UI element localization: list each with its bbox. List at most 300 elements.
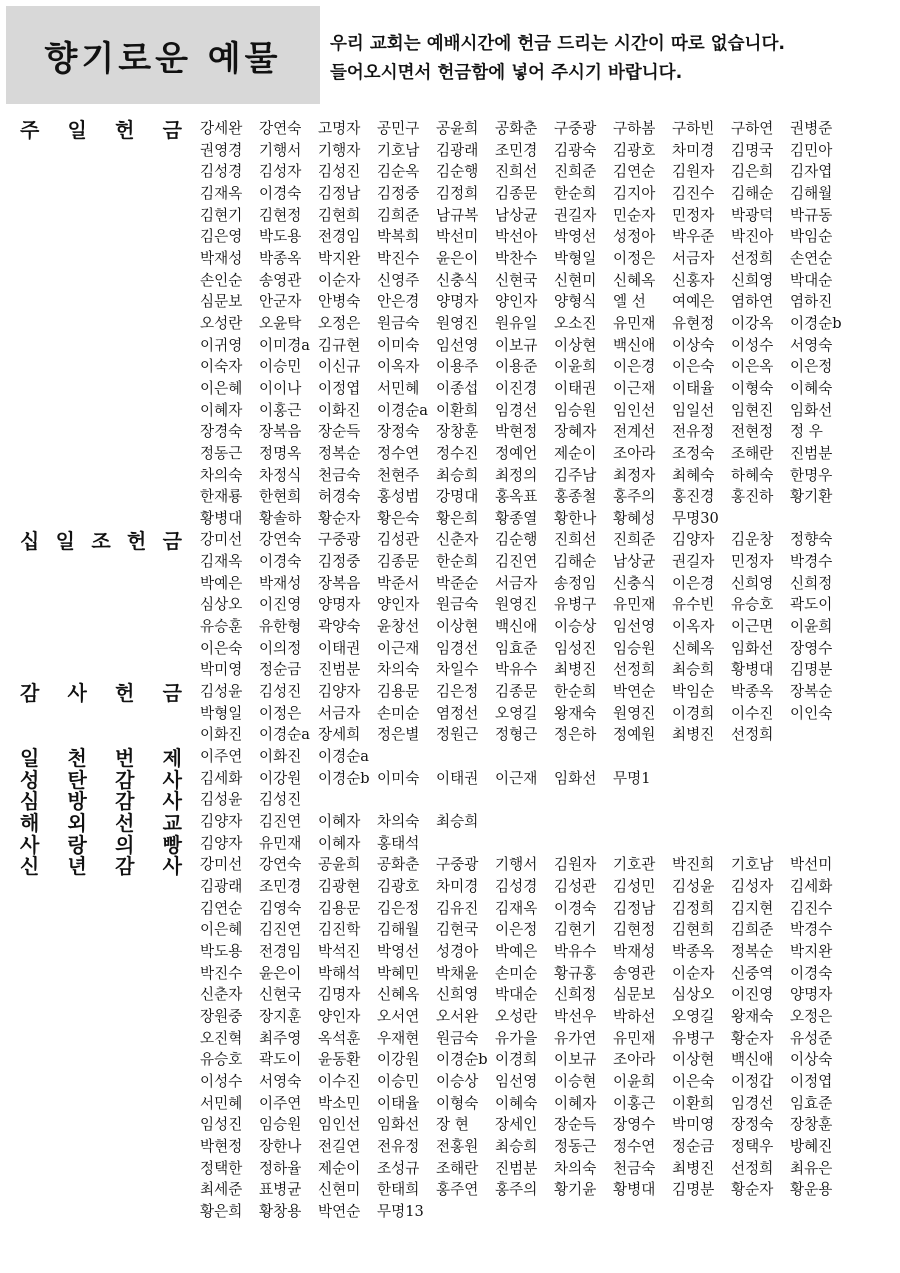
donor-name: 전홍원 [436, 1137, 479, 1155]
donor-name: 이환희 [672, 1094, 715, 1112]
donor-name: 양명자 [790, 986, 833, 1004]
donor-name: 김자엽 [790, 163, 833, 181]
donor-name: 김종문 [495, 683, 538, 701]
donor-name: 장경숙 [200, 423, 243, 441]
donor-name: 김성진 [259, 683, 302, 701]
donor-name: 박석진 [318, 942, 361, 960]
donor-name: 전현정 [731, 423, 774, 441]
donor-name: 오성란 [495, 1007, 538, 1025]
donor-name: 김지아 [613, 184, 656, 202]
donor-name-list [200, 768, 860, 790]
donor-name: 이혜자 [200, 401, 243, 419]
donor-name: 차의숙 [377, 661, 420, 679]
donor-name: 유가연 [554, 1029, 597, 1047]
donor-name: 이정은 [259, 704, 302, 722]
donor-name: 이진경 [495, 379, 538, 397]
donor-name: 김주남 [554, 466, 597, 484]
donor-name: 구중광 [436, 856, 479, 874]
donor-name: 차의숙 [377, 813, 420, 830]
donor-name: 왕재숙 [731, 1007, 774, 1025]
donor-name: 고명자 [318, 120, 361, 137]
donor-name: 홍성범 [377, 488, 420, 506]
donor-name: 박혜민 [377, 964, 420, 982]
donor-name: 김진연 [495, 553, 538, 571]
donor-name: 이혜숙 [495, 1094, 538, 1112]
donor-name: 김규현 [318, 336, 361, 354]
donor-name: 제순이 [318, 1159, 361, 1177]
donor-name: 이미숙 [377, 336, 420, 354]
donor-name: 김광현 [318, 877, 361, 895]
donor-name: 이강원 [259, 769, 302, 787]
donor-name: 이귀영 [200, 336, 243, 354]
donor-name: 김명국 [731, 141, 774, 159]
donor-name: 공화춘 [495, 120, 538, 137]
donor-name: 서민혜 [200, 1094, 243, 1112]
donor-name: 임승원 [259, 1116, 302, 1134]
donor-name: 서민혜 [377, 379, 420, 397]
donor-name: 김순행 [436, 163, 479, 181]
donor-name: 박임순 [672, 683, 715, 701]
donor-name: 신현미 [554, 271, 597, 289]
donor-name: 이보규 [495, 336, 538, 354]
donor-name: 양형식 [554, 293, 597, 311]
donor-name: 이윤희 [613, 1072, 656, 1090]
page-header [0, 0, 900, 106]
donor-name: 이경순a [259, 726, 310, 744]
donor-name: 서금자 [495, 574, 538, 592]
donor-name: 김재옥 [200, 553, 243, 571]
donor-name: 정하율 [259, 1159, 302, 1177]
donor-name: 진범분 [790, 444, 833, 462]
donor-name: 박준서 [377, 574, 420, 592]
donor-name: 정예원 [613, 726, 656, 744]
donor-name: 이미숙 [377, 769, 420, 787]
donor-name: 박하선 [613, 1007, 656, 1025]
donor-name: 안은경 [377, 293, 420, 311]
offering-section [0, 854, 900, 1222]
donor-name: 이경순a [318, 748, 369, 766]
donor-name: 임화선 [554, 769, 597, 787]
donor-name: 황혜성 [613, 509, 656, 527]
donor-name: 이주연 [200, 748, 243, 766]
donor-name-list [200, 681, 860, 746]
donor-name: 김광래 [436, 141, 479, 159]
donor-name: 김지현 [731, 899, 774, 917]
donor-name: 김성민 [613, 877, 656, 895]
donor-name: 성정아 [613, 228, 656, 246]
notice-line-2: 들어오시면서 헌금함에 넣어 주시기 바랍니다. [330, 63, 683, 83]
donor-name: 신혜옥 [672, 639, 715, 657]
donor-name: 정은하 [554, 726, 597, 744]
donor-name: 유한형 [259, 618, 302, 636]
donor-name: 김양자 [200, 813, 243, 830]
donor-name: 김연순 [200, 899, 243, 917]
donor-name: 강연숙 [259, 531, 302, 549]
donor-name: 한명우 [790, 466, 833, 484]
donor-name: 이근재 [495, 769, 538, 787]
donor-name: 김은영 [200, 228, 243, 246]
donor-name: 기호남 [731, 856, 774, 874]
donor-name: 이화진 [259, 748, 302, 766]
donor-name: 강연숙 [259, 856, 302, 874]
donor-name: 최병진 [672, 1159, 715, 1177]
donor-name: 김현정 [613, 921, 656, 939]
donor-name: 김희준 [731, 921, 774, 939]
donor-name: 천금숙 [613, 1159, 656, 1177]
donor-name: 천현주 [377, 466, 420, 484]
donor-name: 박임순 [790, 228, 833, 246]
donor-name: 박종옥 [731, 683, 774, 701]
donor-name: 신혜옥 [613, 271, 656, 289]
donor-name: 임선영 [436, 336, 479, 354]
donor-name: 김성경 [200, 163, 243, 181]
donor-name: 김영숙 [259, 899, 302, 917]
donor-name: 최병진 [672, 726, 715, 744]
donor-name: 차정식 [259, 466, 302, 484]
donor-name: 신희영 [731, 271, 774, 289]
donor-name: 이상숙 [672, 336, 715, 354]
donor-name: 장창훈 [436, 423, 479, 441]
donor-name: 이옥자 [672, 618, 715, 636]
section-label: 사 랑 의 빵 [20, 832, 182, 857]
donor-name: 전유정 [672, 423, 715, 441]
donor-name: 정형근 [495, 726, 538, 744]
donor-name: 김해월 [377, 921, 420, 939]
donor-name: 민정자 [672, 206, 715, 224]
donor-name: 김재옥 [495, 899, 538, 917]
donor-name: 최주영 [259, 1029, 302, 1047]
donor-name: 이경숙 [259, 184, 302, 202]
offering-section [0, 789, 900, 814]
donor-name: 정수진 [436, 444, 479, 462]
donor-name: 박형일 [200, 704, 243, 722]
donor-name: 김원자 [554, 856, 597, 874]
donor-name: 박유수 [554, 942, 597, 960]
donor-name: 박우준 [672, 228, 715, 246]
donor-name: 오정은 [318, 314, 361, 332]
donor-name: 전경임 [259, 942, 302, 960]
donor-name: 박영선 [554, 228, 597, 246]
donor-name: 곽도이 [790, 596, 833, 614]
donor-name: 이정은 [613, 249, 656, 267]
donor-name: 기행서 [495, 856, 538, 874]
donor-name: 유가을 [495, 1029, 538, 1047]
donor-name: 박광덕 [731, 206, 774, 224]
donor-name: 윤창선 [377, 618, 420, 636]
donor-name: 최승희 [436, 813, 479, 830]
donor-name: 서영숙 [259, 1072, 302, 1090]
donor-name: 선정희 [613, 661, 656, 679]
donor-name: 이근재 [613, 379, 656, 397]
donor-name: 정예언 [495, 444, 538, 462]
donor-name: 김명자 [318, 986, 361, 1004]
donor-name: 안군자 [259, 293, 302, 311]
donor-name: 염하연 [731, 293, 774, 311]
donor-name: 황병대 [731, 661, 774, 679]
donor-name: 장정숙 [377, 423, 420, 441]
donor-name: 박진아 [731, 228, 774, 246]
donor-name: 박소민 [318, 1094, 361, 1112]
donor-name: 황병대 [200, 509, 243, 527]
donor-name: 이인숙 [790, 704, 833, 722]
donor-name: 신중역 [731, 964, 774, 982]
donor-name: 강연숙 [259, 120, 302, 137]
donor-name: 장영수 [613, 1116, 656, 1134]
donor-name: 기호관 [613, 856, 656, 874]
donor-name: 조민경 [495, 141, 538, 159]
donor-name: 김운창 [731, 531, 774, 549]
donor-name: 최승희 [672, 661, 715, 679]
section-label: 성 탄 감 사 [20, 767, 182, 792]
donor-name: 이은혜 [200, 379, 243, 397]
donor-name: 유승호 [200, 1051, 243, 1069]
donor-name: 기행자 [318, 141, 361, 159]
donor-name: 정수연 [377, 444, 420, 462]
donor-name: 황순자 [318, 509, 361, 527]
donor-name: 남상균 [613, 553, 656, 571]
donor-name: 원금숙 [436, 1029, 479, 1047]
donor-name: 이경희 [672, 704, 715, 722]
donor-name: 이정갑 [731, 1072, 774, 1090]
donor-name: 장순득 [318, 423, 361, 441]
donor-name: 정향숙 [790, 531, 833, 549]
donor-name: 왕재숙 [554, 704, 597, 722]
donor-name: 서금자 [318, 704, 361, 722]
donor-name: 황규홍 [554, 964, 597, 982]
donor-name-list [200, 746, 860, 768]
donor-name: 원금숙 [436, 596, 479, 614]
donor-name: 신현미 [318, 1181, 361, 1199]
donor-name: 장정숙 [731, 1116, 774, 1134]
donor-name: 이홍근 [613, 1094, 656, 1112]
donor-name: 이은숙 [200, 639, 243, 657]
donor-name: 김성자 [259, 163, 302, 181]
donor-name: 임승원 [554, 401, 597, 419]
donor-name: 이은경 [672, 574, 715, 592]
donor-name: 정명옥 [259, 444, 302, 462]
donor-name: 이용준 [495, 358, 538, 376]
donor-name: 박도용 [259, 228, 302, 246]
donor-name: 박규동 [790, 206, 833, 224]
donor-name: 송정임 [554, 574, 597, 592]
donor-name-list [200, 789, 860, 811]
donor-name: 이주연 [259, 1094, 302, 1112]
donor-name: 장영수 [790, 639, 833, 657]
donor-name: 백신애 [731, 1051, 774, 1069]
title-banner [6, 6, 320, 104]
donor-name: 이상현 [554, 336, 597, 354]
donor-name: 김정중 [318, 553, 361, 571]
donor-name: 윤동환 [318, 1051, 361, 1069]
donor-name: 이상현 [436, 618, 479, 636]
donor-name: 차의숙 [200, 466, 243, 484]
offering-section [0, 681, 900, 746]
donor-name-list [200, 118, 860, 529]
donor-name: 장지훈 [259, 1007, 302, 1025]
donor-name: 신희영 [731, 574, 774, 592]
donor-name: 신춘자 [200, 986, 243, 1004]
donor-name: 박선우 [554, 1007, 597, 1025]
donor-name: 윤은이 [259, 964, 302, 982]
donor-name: 김종문 [377, 553, 420, 571]
donor-name: 백신애 [613, 336, 656, 354]
donor-name: 김양자 [318, 683, 361, 701]
donor-name: 민정자 [731, 553, 774, 571]
donor-name: 한순희 [554, 184, 597, 202]
donor-name: 표병균 [259, 1181, 302, 1199]
donor-name: 정순금 [259, 661, 302, 679]
donor-name: 김세화 [200, 769, 243, 787]
donor-name: 김성윤 [672, 877, 715, 895]
donor-name: 유민재 [613, 314, 656, 332]
donor-name: 김정중 [377, 184, 420, 202]
donor-name: 김순행 [495, 531, 538, 549]
donor-name: 서금자 [672, 249, 715, 267]
donor-name: 권길자 [554, 206, 597, 224]
donor-name: 오정은 [790, 1007, 833, 1025]
donor-name: 이승상 [554, 618, 597, 636]
donor-name: 신영주 [377, 271, 420, 289]
donor-name: 장복음 [259, 423, 302, 441]
donor-name: 남상균 [495, 206, 538, 224]
donor-name: 장한나 [259, 1137, 302, 1155]
section-label: 십 일 조 헌 금 [20, 529, 182, 554]
donor-name: 선정희 [731, 249, 774, 267]
donor-name: 이경순b [318, 769, 370, 787]
donor-name: 손미순 [377, 704, 420, 722]
donor-name: 이혜자 [318, 813, 361, 830]
donor-name: 김종문 [495, 184, 538, 202]
donor-name: 이근재 [377, 639, 420, 657]
donor-name: 박현정 [200, 1137, 243, 1155]
donor-name: 진희준 [554, 163, 597, 181]
donor-name: 박예은 [495, 942, 538, 960]
donor-name: 김명분 [790, 661, 833, 679]
donor-name: 한순희 [554, 683, 597, 701]
donor-name: 이경숙 [554, 899, 597, 917]
donor-name: 오영길 [672, 1007, 715, 1025]
donor-name: 송영관 [613, 964, 656, 982]
donor-name: 박미영 [672, 1116, 715, 1134]
donor-name: 이태율 [377, 1094, 420, 1112]
donor-name-list [200, 811, 860, 833]
donor-name: 홍진하 [731, 488, 774, 506]
donor-name: 황순자 [731, 1181, 774, 1199]
donor-name: 장창훈 [790, 1116, 833, 1134]
donor-name: 김정희 [672, 899, 715, 917]
donor-name: 오소진 [554, 314, 597, 332]
donor-name: 구중광 [318, 531, 361, 549]
donor-name: 김양자 [200, 834, 243, 852]
donor-name: 김민아 [790, 141, 833, 159]
donor-name: 이정엽 [790, 1072, 833, 1090]
donor-name: 진범분 [318, 661, 361, 679]
donor-name: 김광호 [377, 877, 420, 895]
donor-name: 정택우 [731, 1137, 774, 1155]
donor-name: 박선아 [495, 228, 538, 246]
donor-name: 이태권 [554, 379, 597, 397]
donor-name: 최승희 [495, 1137, 538, 1155]
donor-name: 조아라 [613, 1051, 656, 1069]
donor-name: 김연순 [613, 163, 656, 181]
donor-name: 양명자 [318, 596, 361, 614]
donor-name: 황솔하 [259, 509, 302, 527]
donor-name: 김재옥 [200, 184, 243, 202]
donor-name: 이상현 [672, 1051, 715, 1069]
donor-name: 이화진 [318, 401, 361, 419]
donor-name: 홍주의 [613, 488, 656, 506]
donor-name: 윤은이 [436, 249, 479, 267]
donor-name: 이태권 [436, 769, 479, 787]
offering-sections [0, 118, 900, 1222]
donor-name: 무명13 [377, 1202, 424, 1220]
donor-name: 김명분 [672, 1181, 715, 1199]
donor-name: 홍주연 [436, 1181, 479, 1199]
donor-name: 박진희 [672, 856, 715, 874]
donor-name: 진희선 [554, 531, 597, 549]
offering-section [0, 811, 900, 833]
donor-name: 기호남 [377, 141, 420, 159]
donor-name: 김원자 [672, 163, 715, 181]
donor-name: 심상오 [672, 986, 715, 1004]
donor-name: 이순자 [318, 271, 361, 289]
donor-name: 김양자 [672, 531, 715, 549]
donor-name: 전경임 [318, 228, 361, 246]
donor-name: 유현정 [672, 314, 715, 332]
donor-name: 이순자 [672, 964, 715, 982]
donor-name: 차미경 [436, 877, 479, 895]
donor-name: 황은희 [436, 509, 479, 527]
donor-name: 이승민 [259, 358, 302, 376]
donor-name: 박경수 [790, 553, 833, 571]
donor-name: 서영숙 [790, 336, 833, 354]
donor-name: 박예은 [200, 574, 243, 592]
donor-name: 황창용 [259, 1202, 302, 1220]
donor-name: 무명30 [672, 509, 719, 527]
donor-name: 장복순 [790, 683, 833, 701]
donor-name: 신홍자 [672, 271, 715, 289]
section-label: 주 일 헌 금 [20, 118, 182, 142]
donor-name: 이신규 [318, 358, 361, 376]
donor-name: 황기윤 [554, 1181, 597, 1199]
donor-name: 임화선 [377, 1116, 420, 1134]
donor-name: 송영관 [259, 271, 302, 289]
donor-name: 김현희 [318, 206, 361, 224]
donor-name: 오서연 [377, 1007, 420, 1025]
donor-name: 손인순 [200, 271, 243, 289]
donor-name: 박경수 [790, 921, 833, 939]
donor-name: 박종옥 [672, 942, 715, 960]
donor-name: 신혜옥 [377, 986, 420, 1004]
donor-name: 손연순 [790, 249, 833, 267]
donor-name: 김현기 [200, 206, 243, 224]
donor-name: 구하봄 [613, 120, 656, 137]
donor-name: 박형일 [554, 249, 597, 267]
donor-name: 장복음 [318, 574, 361, 592]
donor-name: 이은숙 [672, 1072, 715, 1090]
donor-name: 구하연 [731, 120, 774, 137]
donor-name: 황한나 [554, 509, 597, 527]
donor-name: 이경숙 [259, 553, 302, 571]
donor-name: 최유은 [790, 1159, 833, 1177]
donor-name: 차미경 [672, 141, 715, 159]
donor-name: 김성자 [731, 877, 774, 895]
donor-name: 이승민 [377, 1072, 420, 1090]
donor-name: 정복순 [318, 444, 361, 462]
donor-name: 박선미 [790, 856, 833, 874]
donor-name: 강미선 [200, 531, 243, 549]
donor-name: 이강원 [377, 1051, 420, 1069]
